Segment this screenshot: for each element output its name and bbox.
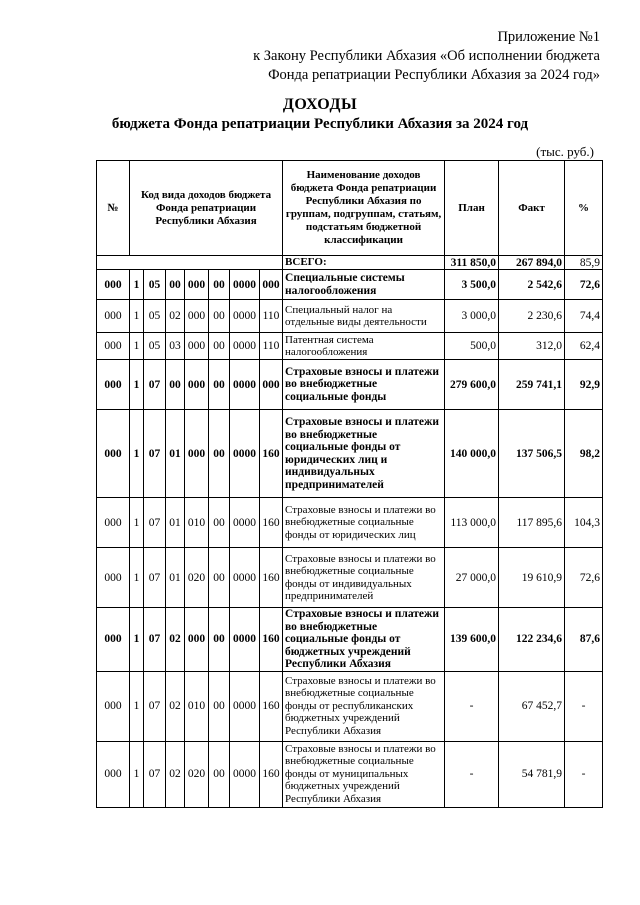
- header-code: Код вида доходов бюджета Фонда репатриации Республики Абхазия: [130, 161, 283, 256]
- total-pct: 85,9: [565, 256, 603, 270]
- code-part-5: 010: [185, 671, 209, 741]
- plan-value: 3 000,0: [445, 300, 499, 333]
- code-part-8: 110: [260, 333, 283, 360]
- table-row: [97, 671, 603, 741]
- percent-value: 104,3: [565, 498, 603, 548]
- code-part-8: 160: [260, 741, 283, 807]
- fact-value: 312,0: [499, 333, 565, 360]
- percent-value: 62,4: [565, 333, 603, 360]
- code-part-4: 03: [166, 333, 185, 360]
- plan-value: 139 600,0: [445, 608, 499, 672]
- code-part-5: 010: [185, 498, 209, 548]
- percent-value: 92,9: [565, 360, 603, 410]
- header-pct: %: [565, 161, 603, 256]
- header-name: Наименование доходов бюджета Фонда репатриации Республики Абхазия по группам, подгруппам, статьям, подстатьям бюджетной классификации: [283, 161, 445, 256]
- code-part-1: 000: [97, 410, 130, 498]
- header-fact: Факт: [499, 161, 565, 256]
- code-part-6: 00: [209, 410, 230, 498]
- plan-value: 140 000,0: [445, 410, 499, 498]
- table-row: [97, 360, 603, 410]
- title-main: ДОХОДЫ: [282, 96, 358, 113]
- header-num: №: [97, 161, 130, 256]
- code-part-2: 1: [130, 608, 144, 672]
- code-part-8: 160: [260, 548, 283, 608]
- code-part-2: 1: [130, 741, 144, 807]
- code-part-7: 0000: [230, 410, 260, 498]
- document-title: [0, 96, 640, 133]
- total-fact: 267 894,0: [499, 256, 565, 270]
- code-part-6: 00: [209, 270, 230, 300]
- table-row: [97, 270, 603, 300]
- plan-value: 113 000,0: [445, 498, 499, 548]
- total-label: ВСЕГО:: [283, 256, 445, 270]
- percent-value: -: [565, 671, 603, 741]
- code-part-3: 07: [144, 608, 166, 672]
- code-part-8: 000: [260, 270, 283, 300]
- percent-value: 72,6: [565, 270, 603, 300]
- fact-value: 2 542,6: [499, 270, 565, 300]
- code-part-1: 000: [97, 360, 130, 410]
- code-part-4: 01: [166, 410, 185, 498]
- code-part-7: 0000: [230, 671, 260, 741]
- code-part-7: 0000: [230, 608, 260, 672]
- income-name: Страховые взносы и платежи во внебюджетные социальные фонды: [283, 360, 445, 410]
- code-part-2: 1: [130, 671, 144, 741]
- fact-value: 137 506,5: [499, 410, 565, 498]
- code-part-1: 000: [97, 300, 130, 333]
- total-plan: 311 850,0: [445, 256, 499, 270]
- code-part-6: 00: [209, 498, 230, 548]
- code-part-8: 160: [260, 671, 283, 741]
- code-part-1: 000: [97, 671, 130, 741]
- income-name: Страховые взносы и платежи во внебюджетные социальные фонды от юридических лиц: [283, 498, 445, 548]
- percent-value: 72,6: [565, 548, 603, 608]
- code-part-3: 07: [144, 548, 166, 608]
- law-reference-line1: к Закону Республики Абхазия «Об исполнении бюджета: [253, 48, 600, 64]
- percent-value: 98,2: [565, 410, 603, 498]
- code-part-4: 02: [166, 741, 185, 807]
- table-row: [97, 498, 603, 548]
- total-row: [97, 256, 603, 270]
- code-part-7: 0000: [230, 333, 260, 360]
- code-part-7: 0000: [230, 498, 260, 548]
- income-name: Страховые взносы и платежи во внебюджетные социальные фонды от республиканских бюджетных учреждений Республики Абхазия: [283, 671, 445, 741]
- table-row: [97, 741, 603, 807]
- code-part-7: 0000: [230, 741, 260, 807]
- code-part-4: 01: [166, 548, 185, 608]
- table-row: [97, 608, 603, 672]
- code-part-6: 00: [209, 671, 230, 741]
- code-part-1: 000: [97, 741, 130, 807]
- code-part-2: 1: [130, 333, 144, 360]
- percent-value: 74,4: [565, 300, 603, 333]
- code-part-2: 1: [130, 300, 144, 333]
- table-row: [97, 333, 603, 360]
- code-part-3: 07: [144, 410, 166, 498]
- code-part-5: 020: [185, 548, 209, 608]
- income-name: Специальные системы налогообложения: [283, 270, 445, 300]
- code-part-5: 000: [185, 608, 209, 672]
- table-header-row: [97, 161, 603, 256]
- fact-value: 19 610,9: [499, 548, 565, 608]
- code-part-5: 000: [185, 270, 209, 300]
- income-name: Страховые взносы и платежи во внебюджетные социальные фонды от муниципальных бюджетных учреждений Республики Абхазия: [283, 741, 445, 807]
- code-part-4: 02: [166, 300, 185, 333]
- code-part-1: 000: [97, 608, 130, 672]
- code-part-3: 07: [144, 671, 166, 741]
- code-part-4: 00: [166, 360, 185, 410]
- code-part-6: 00: [209, 333, 230, 360]
- plan-value: 27 000,0: [445, 548, 499, 608]
- code-part-7: 0000: [230, 300, 260, 333]
- plan-value: 3 500,0: [445, 270, 499, 300]
- code-part-6: 00: [209, 300, 230, 333]
- code-part-3: 07: [144, 741, 166, 807]
- code-part-2: 1: [130, 498, 144, 548]
- appendix-label: Приложение №1: [497, 29, 600, 45]
- code-part-3: 05: [144, 300, 166, 333]
- code-part-8: 160: [260, 410, 283, 498]
- code-part-5: 000: [185, 333, 209, 360]
- code-part-1: 000: [97, 548, 130, 608]
- income-name: Страховые взносы и платежи во внебюджетные социальные фонды от бюджетных учреждений Республики Абхазия: [283, 608, 445, 672]
- table-row: [97, 548, 603, 608]
- code-part-5: 000: [185, 410, 209, 498]
- code-part-5: 020: [185, 741, 209, 807]
- code-part-4: 02: [166, 671, 185, 741]
- fact-value: 2 230,6: [499, 300, 565, 333]
- law-reference-line2: Фонда репатриации Республики Абхазия за 2024 год»: [268, 67, 600, 83]
- code-part-2: 1: [130, 270, 144, 300]
- code-part-6: 00: [209, 360, 230, 410]
- code-part-5: 000: [185, 300, 209, 333]
- plan-value: -: [445, 741, 499, 807]
- code-part-1: 000: [97, 333, 130, 360]
- code-part-8: 000: [260, 360, 283, 410]
- code-part-3: 05: [144, 333, 166, 360]
- code-part-7: 0000: [230, 270, 260, 300]
- code-part-1: 000: [97, 270, 130, 300]
- code-part-2: 1: [130, 360, 144, 410]
- plan-value: -: [445, 671, 499, 741]
- code-part-1: 000: [97, 498, 130, 548]
- code-part-3: 05: [144, 270, 166, 300]
- code-part-5: 000: [185, 360, 209, 410]
- unit-label: (тыс. руб.): [536, 144, 594, 159]
- table-row: [97, 410, 603, 498]
- table-row: [97, 300, 603, 333]
- code-part-8: 110: [260, 300, 283, 333]
- percent-value: 87,6: [565, 608, 603, 672]
- income-name: Патентная система налогообложения: [283, 333, 445, 360]
- code-part-2: 1: [130, 548, 144, 608]
- revenue-table: [96, 160, 603, 808]
- code-part-7: 0000: [230, 360, 260, 410]
- percent-value: -: [565, 741, 603, 807]
- code-part-4: 01: [166, 498, 185, 548]
- plan-value: 500,0: [445, 333, 499, 360]
- code-part-3: 07: [144, 360, 166, 410]
- code-part-6: 00: [209, 741, 230, 807]
- code-part-4: 00: [166, 270, 185, 300]
- code-part-6: 00: [209, 608, 230, 672]
- income-name: Специальный налог на отдельные виды деятельности: [283, 300, 445, 333]
- fact-value: 117 895,6: [499, 498, 565, 548]
- income-name: Страховые взносы и платежи во внебюджетные социальные фонды от индивидуальных предпринимателей: [283, 548, 445, 608]
- header-plan: План: [445, 161, 499, 256]
- code-part-8: 160: [260, 608, 283, 672]
- income-name: Страховые взносы и платежи во внебюджетные социальные фонды от юридических лиц и индивидуальных предпринимателей: [283, 410, 445, 498]
- code-part-7: 0000: [230, 548, 260, 608]
- title-sub: бюджета Фонда репатриации Республики Абхазия за 2024 год: [111, 116, 529, 132]
- code-part-8: 160: [260, 498, 283, 548]
- document-header: [253, 28, 600, 85]
- plan-value: 279 600,0: [445, 360, 499, 410]
- code-part-4: 02: [166, 608, 185, 672]
- fact-value: 122 234,6: [499, 608, 565, 672]
- fact-value: 54 781,9: [499, 741, 565, 807]
- code-part-2: 1: [130, 410, 144, 498]
- fact-value: 67 452,7: [499, 671, 565, 741]
- code-part-3: 07: [144, 498, 166, 548]
- code-part-6: 00: [209, 548, 230, 608]
- fact-value: 259 741,1: [499, 360, 565, 410]
